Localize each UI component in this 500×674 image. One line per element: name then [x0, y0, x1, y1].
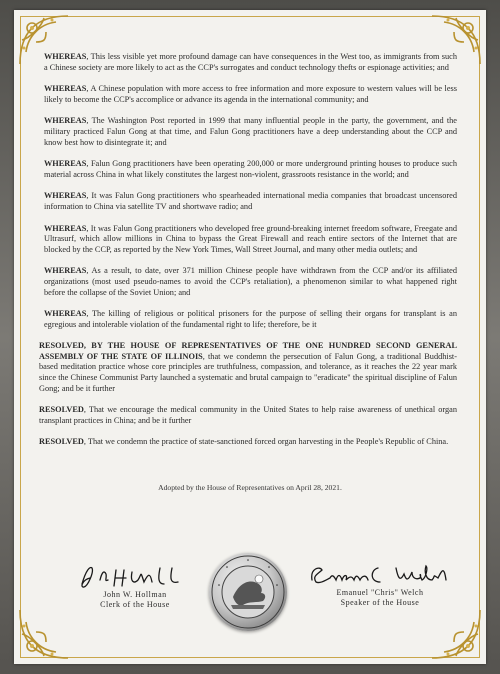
- paragraph-text: , It was Falun Gong practitioners who developed free ground-breaking internet freedom software, Freegate and Ultrasurf, which allow millions in China to bypass the Great Firewall and reach entire sectors of the Internet that are blocked by the CCP, as reported by the New York Times, Wall Street Journal, and many other media outlets; and: [44, 223, 457, 254]
- paragraph-text: , As a result, to date, over 371 million Chinese people have withdrawn from the CCP and/or its affiliated organizations (most used pseudo-names to avoid the CCP's retaliation), a phenomenon similar to what happened right before the collapse of the Soviet Union; and: [44, 266, 457, 297]
- state-seal-icon: [209, 553, 287, 631]
- paragraph-lead: WHEREAS: [44, 84, 87, 94]
- paragraph-lead: WHEREAS: [44, 159, 87, 169]
- speaker-name: Emanuel "Chris" Welch: [336, 588, 424, 597]
- paragraph-text: , That we encourage the medical community in the United States to help raise awareness of unethical organ transplant practices in China; and be it further: [39, 405, 457, 425]
- paragraph-lead: WHEREAS: [44, 266, 87, 276]
- whereas-paragraph: [39, 224, 457, 256]
- resolved-paragraph: [39, 405, 457, 426]
- paragraph-text: , The killing of religious or political prisoners for the purpose of selling their organs for transplant is an egregious and intolerable violation of the fundamental right to life; therefore, be it: [44, 309, 457, 329]
- paragraph-text: , That we condemn the practice of state-sanctioned forced organ harvesting in the People's Republic of China.: [83, 437, 449, 447]
- paragraph-text: , It was Falun Gong practitioners who spearheaded international media companies that broadcast uncensored information to China via satellite TV and shortwave radio; and: [44, 191, 457, 211]
- whereas-paragraph: [39, 191, 457, 212]
- paragraph-text: , The Washington Post reported in 1999 that many influential people in the party, the government, and the military practiced Falun Gong at that time, and Falun Gong practitioners have a deep understanding about the CCP and know best how to disintegrate it; and: [44, 116, 457, 147]
- whereas-paragraph: [39, 309, 457, 330]
- paragraph-text: , A Chinese population with more access to free information and more exposure to western values will be less likely to become the CCP's accomplice or advance its agenda in the international community; and: [44, 84, 457, 104]
- whereas-paragraph: [39, 116, 457, 148]
- paragraph-lead: WHEREAS: [44, 191, 87, 201]
- whereas-paragraph: [39, 52, 457, 73]
- speaker-title: Speaker of the House: [340, 597, 420, 607]
- paragraph-text: , Falun Gong practitioners have been operating 200,000 or more underground printing houses to produce such material across China in what likely constitutes the largest non-violent, grassroots resistance in the world; and: [44, 159, 457, 179]
- resolution-body: [39, 52, 457, 459]
- clerk-name: John W. Hollman: [103, 590, 167, 599]
- speaker-signature-block: [300, 558, 460, 607]
- adopted-date-line: Adopted by the House of Representatives on April 28, 2021.: [158, 483, 342, 492]
- clerk-title: Clerk of the House: [100, 599, 170, 609]
- paragraph-lead: RESOLVED: [39, 437, 84, 447]
- paragraph-text: , that we condemn the persecution of Falun Gong, a traditional Buddhist-based meditation practice whose core principles are truthfulness, compassion, and tolerance, as it reaches the 22 year mark since the Chinese Communist Party launched a systematic and brutal campaign to "eradicate" the spiritual discipline of Falun Gong; and be it further: [39, 351, 457, 393]
- gold-corner-ornament-icon: [16, 606, 72, 662]
- paragraph-lead: WHEREAS: [44, 223, 87, 233]
- resolved-paragraph: [39, 437, 457, 448]
- paragraph-lead: RESOLVED, BY THE HOUSE OF REPRESENTATIVES OF THE ONE HUNDRED SECOND GENERAL ASSEMBLY OF THE STATE OF ILLINOIS: [39, 341, 457, 361]
- paragraph-lead: WHEREAS: [44, 116, 87, 126]
- whereas-paragraph: [39, 84, 457, 105]
- clerk-signature-block: [60, 560, 210, 609]
- paragraph-lead: RESOLVED: [39, 405, 84, 415]
- gold-corner-ornament-icon: [428, 606, 484, 662]
- paragraph-lead: WHEREAS: [44, 52, 87, 61]
- speaker-handwritten-signature: [300, 558, 460, 588]
- resolved-paragraph: [39, 341, 457, 394]
- paragraph-lead: WHEREAS: [44, 309, 87, 319]
- whereas-paragraph: [39, 159, 457, 180]
- paragraph-text: , This less visible yet more profound damage can have consequences in the West too, as immigrants from such a Chinese society are more likely to act as the CCP's surrogates and conduct technology thefts or espionage activities; and: [44, 52, 457, 72]
- whereas-paragraph: [39, 266, 457, 298]
- clerk-handwritten-signature: [60, 560, 210, 590]
